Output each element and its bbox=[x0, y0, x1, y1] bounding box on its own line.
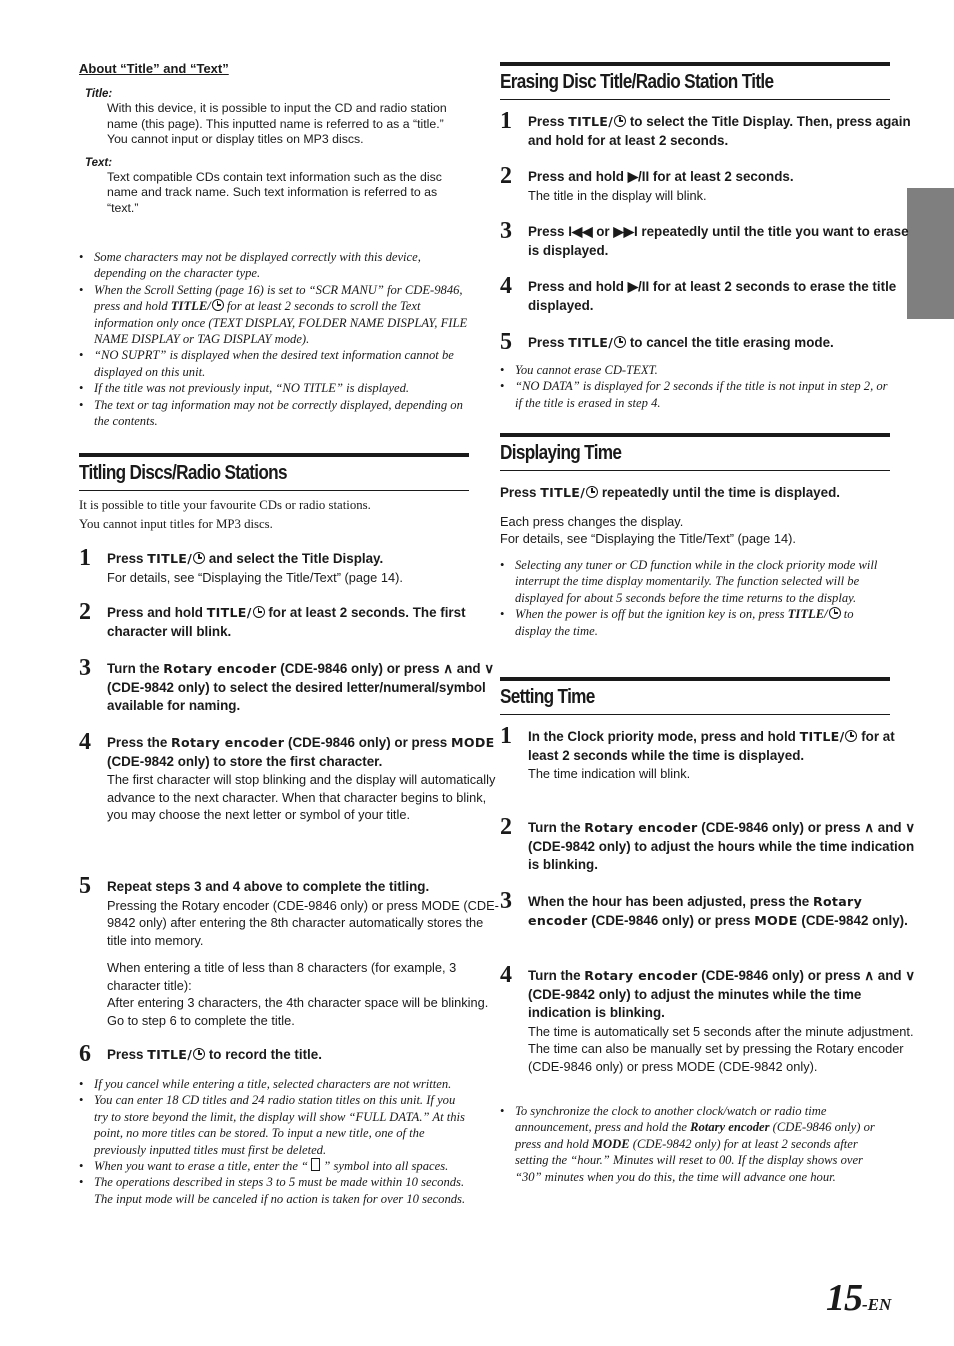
erasing-step-3: 3 Press I◀◀ or ▶▶I repeatedly until the title you want to erase is displayed. bbox=[500, 218, 909, 258]
about-notes bbox=[79, 249, 471, 429]
clock-icon bbox=[614, 336, 626, 348]
titling-step-6: 6 Press TITLE/ to record the title. bbox=[79, 1041, 322, 1067]
list-item: • To synchronize the clock to another clock/watch or radio time announcement, press and hold the Rotary encoder (CDE-9846 only) or press and hold MODE (CDE-9842 only) for at least 2 seconds after setting the “hour.” Minutes will reset to 00. If the display shows over “30” minutes when you do this, the time will advance one hour. bbox=[500, 1103, 892, 1185]
title-label: Title: bbox=[85, 88, 113, 100]
title-description: With this device, it is possible to input the CD and radio station name (this page). This inputted name is referred to as a “title.” bbox=[107, 101, 447, 131]
list-item: • You cannot erase CD-TEXT. bbox=[500, 362, 892, 378]
text-label: Text: bbox=[85, 156, 113, 169]
titling-step-3: 3 Turn the Rotary encoder (CDE-9846 only) or press ∧ and ∨ (CDE-9842 only) to select the desired letter/numeral/symbol available for naming. bbox=[79, 655, 495, 713]
displaying-time-heading: Displaying Time bbox=[500, 433, 890, 471]
title-mp3-note: You cannot input or display titles on MP3 discs. bbox=[107, 132, 364, 147]
list-item: • When you want to erase a title, enter the “ ” symbol into all spaces. bbox=[79, 1158, 471, 1174]
erasing-step-5: 5 Press TITLE/ to cancel the title erasing mode. bbox=[500, 329, 834, 355]
titling-step-1: 1 Press TITLE/ and select the Title Display. For details, see “Displaying the Title/Text” (page 14). bbox=[79, 545, 403, 585]
clock-icon bbox=[586, 486, 598, 498]
clock-icon bbox=[614, 115, 626, 127]
setting-time-step-1: 1 In the Clock priority mode, press and hold TITLE/ for at least 2 seconds while the time is displayed. The time indication will blink. bbox=[500, 723, 895, 781]
titling-step-2: 2 Press and hold TITLE/ for at least 2 seconds. The first character will blink. bbox=[79, 599, 466, 639]
list-item: • Selecting any tuner or CD function while in the clock priority mode will interrupt the time display momentarily. The function selected will be displayed for about 5 seconds before the time returns to the display. bbox=[500, 557, 892, 606]
text-description: Text compatible CDs contain text information such as the disc name and track name. Such text information is referred to as “text.” bbox=[107, 169, 442, 215]
list-item: • When the Scroll Setting (page 16) is set to “SCR MANU” for CDE-9846, press and hold TITLE/ for at least 2 seconds to scroll the Text information only once (TEXT DISPLAY, FOLDER NAME DISPLAY, FILE NAME DISPLAY or TAG DISPLAY mode). bbox=[79, 282, 471, 348]
erasing-notes bbox=[500, 362, 892, 411]
about-heading: About “Title” and “Text” bbox=[79, 61, 229, 76]
setting-time-step-4: 4 Turn the Rotary encoder (CDE-9846 only) or press ∧ and ∨ (CDE-9842 only) to adjust the minutes while the time indication is blinking. The time is automatically set 5 seconds after the minute adjustment. The time can also be manually set by pressing the Rotary encoder (CDE-9846 only) or press MODE (CDE-9842 only). bbox=[500, 962, 916, 1074]
list-item: • You can enter 18 CD titles and 24 radio station titles on this unit. If you try to store beyond the limit, the display will show “FULL DATA.” At this point, no more titles can be stored. To input a new title, one of the previously inputted titles must first be deleted. bbox=[79, 1092, 471, 1158]
erasing-step-4: 4 Press and hold ▶/II for at least 2 seconds to erase the title displayed. bbox=[500, 273, 897, 313]
clock-icon bbox=[829, 607, 841, 619]
erasing-step-1: 1 Press TITLE/ to select the Title Display. Then, press again and hold for at least 2 seconds. bbox=[500, 108, 911, 148]
list-item: • If the title was not previously input, “NO TITLE” is displayed. bbox=[79, 380, 471, 396]
displaying-time-expl-1: Each press changes the display. bbox=[500, 513, 684, 529]
list-item: • When the power is off but the ignition key is on, press TITLE/ to display the time. bbox=[500, 606, 892, 639]
titling-notes bbox=[79, 1076, 471, 1207]
page-number: 15-EN bbox=[826, 1277, 892, 1319]
titling-intro-2: You cannot input titles for MP3 discs. bbox=[79, 517, 273, 531]
clock-icon bbox=[212, 299, 224, 311]
setting-time-step-2: 2 Turn the Rotary encoder (CDE-9846 only) or press ∧ and ∨ (CDE-9842 only) to adjust the hours while the time indication is blinking. bbox=[500, 814, 916, 872]
clock-icon bbox=[845, 730, 857, 742]
list-item: • If you cancel while entering a title, selected characters are not written. bbox=[79, 1076, 471, 1092]
erasing-step-2: 2 Press and hold ▶/II for at least 2 seconds. The title in the display will blink. bbox=[500, 163, 794, 203]
clock-icon bbox=[193, 552, 205, 564]
titling-step-4: 4 Press the Rotary encoder (CDE-9846 only) or press MODE (CDE-9842 only) to store the first character. The first character will stop blinking and the display will automatically advance to the next character. When that character begins to blink, you may choose the next letter or symbol of your title. bbox=[79, 729, 496, 822]
setting-time-step-3: 3 When the hour has been adjusted, press the Rotary encoder (CDE-9846 only) or press MODE (CDE-9842 only). bbox=[500, 888, 908, 928]
clock-icon bbox=[193, 1048, 205, 1060]
list-item: • “NO SUPRT” is displayed when the desired text information cannot be displayed on this unit. bbox=[79, 347, 471, 380]
setting-time-notes bbox=[500, 1103, 892, 1185]
list-item: • The operations described in steps 3 to 5 must be made within 10 seconds. The input mode will be canceled if no action is taken for over 10 seconds. bbox=[79, 1174, 471, 1207]
displaying-time-instruction: Press TITLE/ repeatedly until the time is displayed. bbox=[500, 485, 840, 500]
displaying-time-notes bbox=[500, 557, 892, 639]
clock-icon bbox=[253, 606, 265, 618]
erasing-heading: Erasing Disc Title/Radio Station Title bbox=[500, 62, 890, 100]
list-item: • Some characters may not be displayed correctly with this device, depending on the character type. bbox=[79, 249, 471, 282]
list-item: • The text or tag information may not be correctly displayed, depending on the contents. bbox=[79, 397, 471, 430]
setting-time-heading: Setting Time bbox=[500, 677, 890, 715]
displaying-time-expl-2: For details, see “Displaying the Title/Text” (page 14). bbox=[500, 530, 796, 546]
titling-step-5: 5 Repeat steps 3 and 4 above to complete the titling. Pressing the Rotary encoder (CDE-9846 only) or press MODE (CDE-9842 only) after entering the 8th character automatically stores the title into memory. When entering a title of less than 8 characters (for example, 3 character title): After entering 3 characters, the 4th character space will be blinking. Go to step 6 to complete the title. bbox=[79, 873, 499, 1028]
list-item: • “NO DATA” is displayed for 2 seconds if the title is not input in step 2, or if the title is erased in step 4. bbox=[500, 378, 892, 411]
blank-symbol-icon bbox=[311, 1158, 320, 1171]
titling-heading: Titling Discs/Radio Stations bbox=[79, 453, 469, 491]
titling-intro-1: It is possible to title your favourite CDs or radio stations. bbox=[79, 498, 371, 512]
